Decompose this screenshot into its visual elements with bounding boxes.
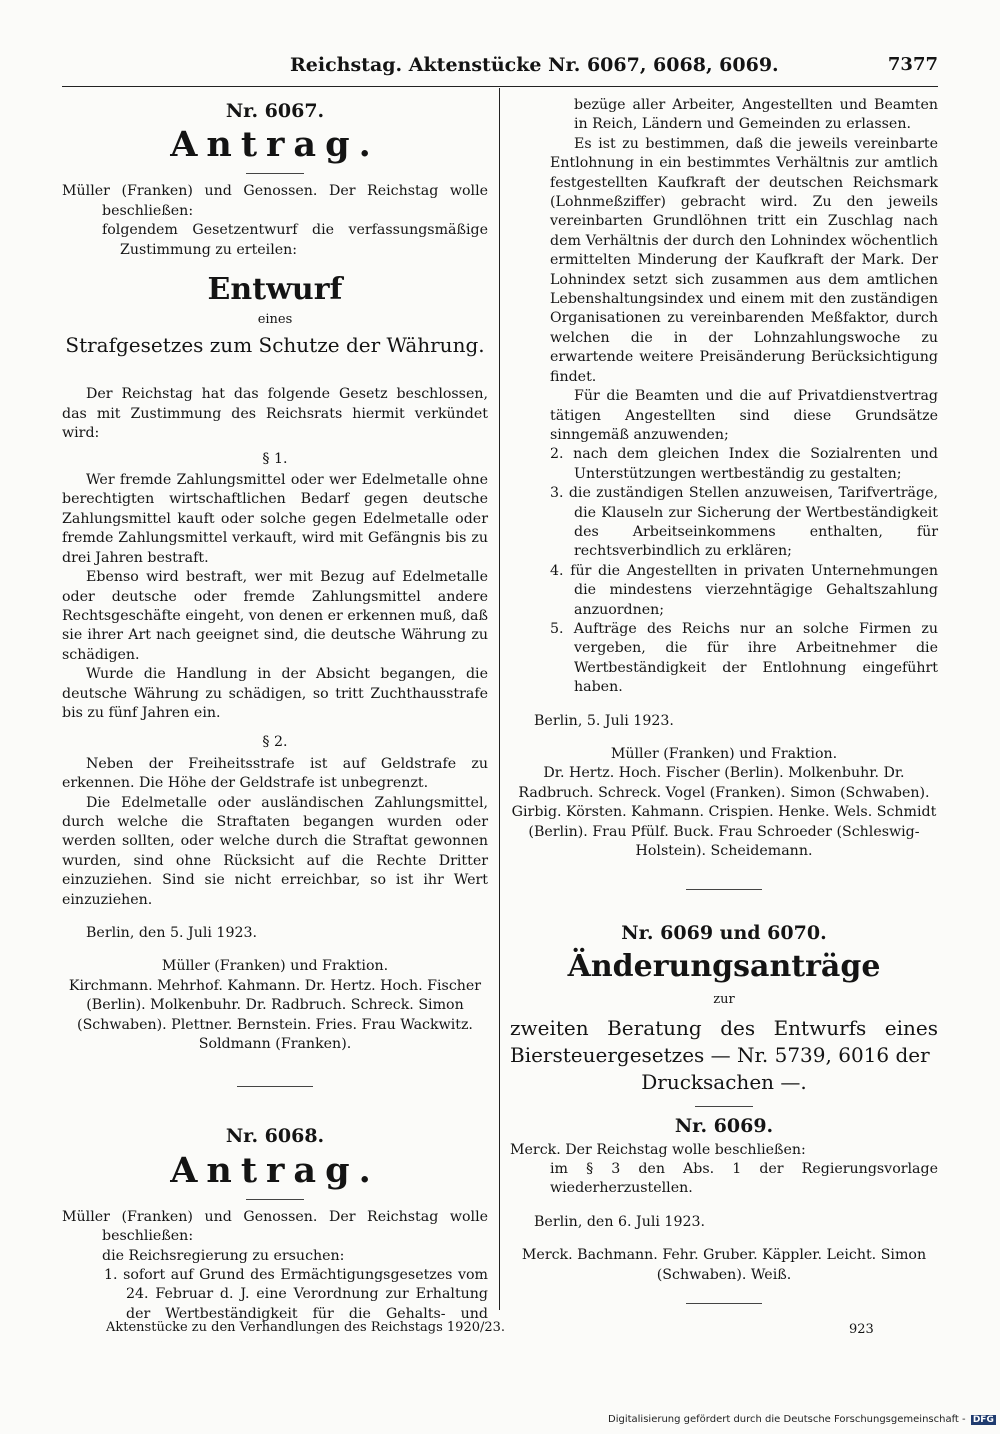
- signatories-6069: Merck. Bachmann. Fehr. Gruber. Käppler. Leicht. Simon (Schwaben). Weiß.: [521, 1247, 927, 1283]
- item-3: 3. die zuständigen Stellen anzuweisen, Tarifverträge, die Klauseln zur Sicherung der Wertbeständigkeit des Arbeitseinkommens enthalten, für rechtsverbindlich zu erklären;: [550, 485, 938, 560]
- section-2-paragraph-2: Die Edelmetalle oder ausländischen Zahlungsmittel, durch welche die Straftaten begangen wurden oder werden sollten, oder welche durch die Straftat gewonnen wurden, sind ohne Rücksicht auf die Rechte Dritter einzuziehen. Sind sie nicht erreichbar, so ist ihr Wert einzuziehen.: [62, 794, 488, 908]
- entwurf-heading: Entwurf: [207, 272, 343, 308]
- section-2-paragraph-1: Neben der Freiheitsstrafe ist auf Geldstrafe zu erkennen. Die Höhe der Geldstrafe ist unbegrenzt.: [62, 755, 488, 792]
- motion-intro-6068: Müller (Franken) und Genossen. Der Reichstag wolle beschließen:: [62, 1208, 488, 1245]
- amendments-subtitle: zweiten Beratung des Entwurfs eines Biersteuergesetzes — Nr. 5739, 6016 der: [510, 1016, 938, 1068]
- law-title: Strafgesetzes zum Schutze der Währung.: [65, 333, 485, 358]
- motion-text-6069: im § 3 den Abs. 1 der Regierungsvorlage wiederherzustellen.: [550, 1161, 938, 1197]
- item-4: 4. für die Angestellten in privaten Unternehmungen die mindestens vierzehntägige Gehaltszahlung anzuordnen;: [550, 562, 938, 618]
- footer-note: Aktenstücke zu den Verhandlungen des Reichstags 1920/23.: [106, 1320, 506, 1335]
- digitalization-text: Digitalisierung gefördert durch die Deutsche Forschungsgemeinschaft -: [608, 1414, 966, 1425]
- motion-intro-6067: Müller (Franken) und Genossen. Der Reichstag wolle beschließen:: [62, 183, 488, 219]
- header-rule: [62, 86, 938, 87]
- divider: [246, 1199, 304, 1200]
- document-number-6069: Nr. 6069.: [674, 1115, 774, 1138]
- digitalization-note: [608, 1414, 996, 1425]
- section-1-paragraph-1: Wer fremde Zahlungsmittel oder wer Edelmetalle ohne berechtigten wirtschaftlichen Bedarf gegen deutsche Zahlungsmittel kauft oder solche gegen Edelmetalle oder fremde Zahlungsmittel verkauft, wird mit Gefängnis bis zu drei Jahren bestraft.: [62, 472, 488, 566]
- page-number: 7377: [887, 54, 938, 75]
- document-number-6068: Nr. 6068.: [225, 1125, 325, 1148]
- page-header: [62, 54, 938, 82]
- divider: [246, 173, 304, 174]
- section-1-heading: § 1.: [262, 450, 288, 467]
- antrag-heading-6067: Antrag.: [170, 124, 380, 166]
- document-number-6067: Nr. 6067.: [225, 100, 325, 122]
- item-1-paragraph-2: Es ist zu bestimmen, daß die jeweils vereinbarte Entlohnung in ein bestimmtes Verhältnis zur amtlich festgestellten Kaufkraft der deutschen Reichsmark (Lohnmeßziffer) gebracht wird. Zu den jeweils vereinbarten Grundlöhnen tritt ein Zuschlag nach dem Verhältnis der durch den Lohnindex wöchentlich ermittelten Minderung der Kaufkraft der Mark. Der Lohnindex setzt sich zusammen aus dem amtlichen Lebenshaltungsindex und einem mit den zuständigen Organisationen zu vereinbarenden Meßfaktor, durch welchen die in der Lohnzahlungswoche zu erwartende weitere Preisänderung Berücksichtigung findet.: [550, 135, 938, 385]
- signatory-group-6067: Müller (Franken) und Fraktion.: [161, 958, 389, 975]
- antrag-heading-6068: Antrag.: [170, 1149, 380, 1191]
- divider: [237, 1086, 313, 1087]
- preamble: Der Reichstag hat das folgende Gesetz beschlossen, das mit Zustimmung des Reichsrats hiermit verkündet wird:: [62, 386, 488, 442]
- divider: [686, 1303, 762, 1304]
- divider: [695, 1106, 753, 1107]
- dfg-logo: DFG: [972, 1415, 994, 1425]
- amendments-subtitle-end: Drucksachen —.: [641, 1070, 807, 1095]
- document-number-6069-6070: Nr. 6069 und 6070.: [621, 922, 827, 945]
- date-6067: Berlin, den 5. Juli 1923.: [86, 925, 258, 941]
- left-column: [62, 96, 488, 1324]
- divider: [686, 889, 762, 890]
- section-1-paragraph-3: Wurde die Handlung in der Absicht begangen, die deutsche Währung zu schädigen, so tritt Zuchthausstrafe bis zu fünf Jahren ein.: [62, 666, 488, 721]
- column-divider: [499, 88, 500, 1310]
- motion-intro-6069: Merck. Der Reichstag wolle beschließen:: [510, 1141, 806, 1158]
- date-6069: Berlin, den 6. Juli 1923.: [534, 1213, 706, 1230]
- signatories-6067: Kirchmann. Mehrhof. Kahmann. Dr. Hertz. Hoch. Fischer (Berlin). Molkenbuhr. Dr. Radbruch. Schreck. Simon (Schwaben). Plettner. Bernstein. Fries. Frau Wackwitz. Soldmann (Franken).: [68, 977, 482, 1053]
- eines-label: eines: [257, 312, 293, 328]
- item-1-continued: bezüge aller Arbeiter, Angestellten und Beamten in Reich, Ländern und Gemeinden zu erlassen.: [574, 97, 938, 133]
- signatories-6068: Dr. Hertz. Hoch. Fischer (Berlin). Molkenbuhr. Dr. Radbruch. Schreck. Vogel (Franken). Simon (Schwaben). Girbig. Körsten. Kahmann. Crispien. Henke. Wels. Schmidt (Berlin). Frau Pfülf. Buck. Frau Schroeder (Schleswig-Holstein). Scheidemann.: [511, 765, 937, 860]
- zur-label: zur: [713, 991, 735, 1007]
- section-2-heading: § 2.: [262, 734, 288, 751]
- running-title: Reichstag. Aktenstücke Nr. 6067, 6068, 6069.: [290, 54, 779, 76]
- item-5: 5. Aufträge des Reichs nur an solche Firmen zu vergeben, die für ihre Arbeitnehmer die Wertbeständigkeit der Entlohnung eingeführt haben.: [550, 620, 938, 696]
- item-2: 2. nach dem gleichen Index die Sozialrenten und Unterstützungen wertbeständig zu gestalten;: [550, 446, 938, 482]
- section-1-paragraph-2: Ebenso wird bestraft, wer mit Bezug auf Edelmetalle oder deutsche oder fremde Zahlungsmittel andere Rechtsgeschäfte eingeht, von denen er erkennen muß, daß sie ihrer Art nach geeignet sind, die deutsche Währung zu schädigen.: [62, 569, 488, 663]
- motion-text-6068: die Reichsregierung zu ersuchen:: [102, 1247, 345, 1264]
- sheet-number: 923: [849, 1322, 874, 1337]
- signatory-group-6068: Müller (Franken) und Fraktion.: [610, 746, 838, 762]
- amendments-title: Änderungsanträge: [567, 948, 881, 984]
- item-1-paragraph-3: Für die Beamten und die auf Privatdienstvertrag tätigen Angestellten sind diese Grundsätze sinngemäß anzuwenden;: [550, 388, 938, 443]
- date-6068: Berlin, 5. Juli 1923.: [534, 712, 674, 729]
- motion-text-6067: folgendem Gesetzentwurf die verfassungsmäßige Zustimmung zu erteilen:: [102, 222, 488, 258]
- right-column: [510, 96, 938, 1322]
- item-1: 1. sofort auf Grund des Ermächtigungsgesetzes vom 24. Februar d. J. eine Verordnung zur Erhaltung der Wertbeständigkeit für die Gehalts- und: [104, 1267, 488, 1322]
